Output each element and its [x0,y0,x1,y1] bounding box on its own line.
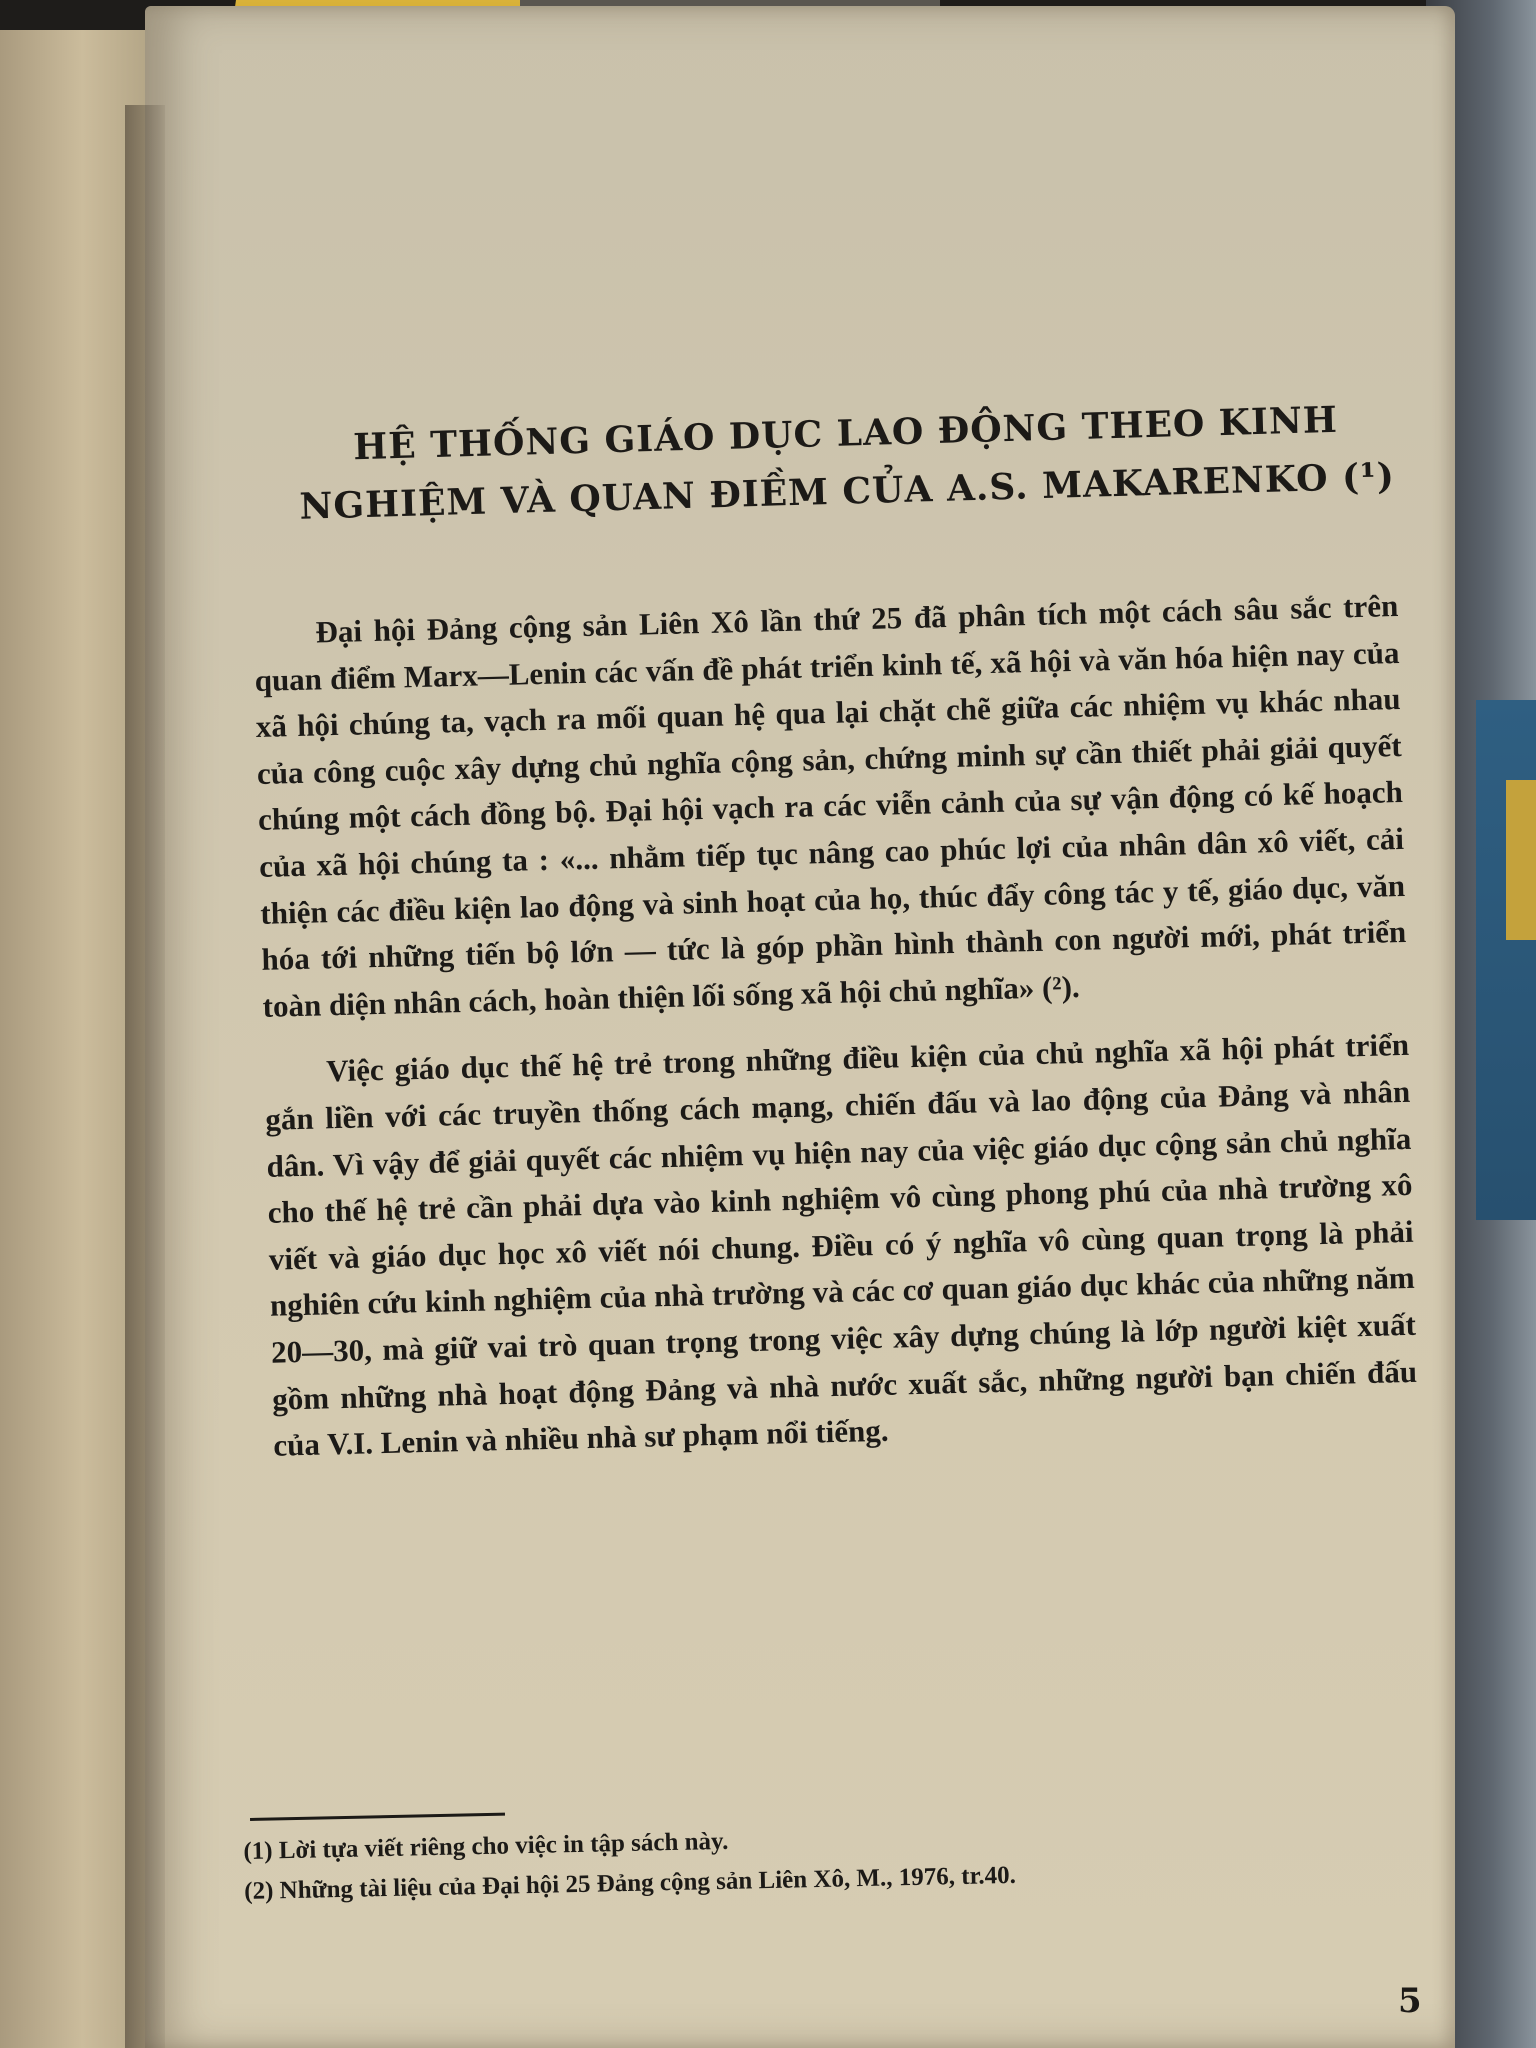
page-number: 5 [1398,1981,1422,2021]
background-blue-binder [1476,700,1536,1220]
paragraph-2: Việc giáo dục thế hệ trẻ trong những điều kiện của chủ nghĩa xã hội phát triển gắn liền với các truyền thống cách mạng, chiến đấu và lao động của Đảng và nhân dân. Vì vậy để giải quyết các nhiệm vụ hiện nay của việc giáo dục cộng sản chủ nghĩa cho thế hệ trẻ cần phải dựa vào kinh nghiệm vô cùng phong phú của nhà trường xô viết và giáo dục học xô viết nói chung. Điều có ý nghĩa vô cùng quan trọng là phải nghiên cứu kinh nghiệm của nhà trường và các cơ quan giáo dục khác của những năm 20—30, mà giữ vai trò quan trọng trong việc xây dựng chúng là lớp người kiệt xuất gồm những nhà hoạt động Đảng và nhà nước xuất sắc, những người bạn chiến đấu của V.I. Lenin và nhiều nhà sư phạm nổi tiếng. [264,1027,1418,1463]
body-text [253,583,1419,1469]
footnote-1: (1) Lời tựa viết riêng cho việc in tập sách này. [243,1827,729,1865]
chapter-title-line-2: NGHIỆM VÀ QUAN ĐIỀM CỦA A.S. MAKARENKO (¹) [298,455,1396,528]
page-gutter-shadow [125,105,165,2048]
footnotes [243,1807,1414,1911]
background-yellow-binder [1506,780,1536,940]
footnote-2: (2) Những tài liệu của Đại hội 25 Đảng cộng sản Liên Xô, M., 1976, tr.40. [243,1861,1017,1905]
book-page [145,6,1455,2048]
chapter-title-line-1: HỆ THỐNG GIÁO DỤC LAO ĐỘNG THEO KINH [352,398,1339,469]
footnote-divider [250,1813,505,1821]
chapter-title [255,388,1438,537]
paragraph-1: Đại hội Đảng cộng sản Liên Xô lần thứ 25 đã phân tích một cách sâu sắc trên quan điểm Marx—Lenin các vấn đề phát triển kinh tế, xã hội và văn hóa hiện nay của xã hội chúng ta, vạch ra mối quan hệ qua lại chặt chẽ giữa các nhiệm vụ khác nhau của công cuộc xây dựng chủ nghĩa cộng sản, chứng minh sự cần thiết phải giải quyết chúng một cách đồng bộ. Đại hội vạch ra các viễn cảnh của sự vận động có kế hoạch của xã hội chúng ta : «... nhằm tiếp tục nâng cao phúc lợi của nhân dân xô viết, cải thiện các điều kiện lao động và sinh hoạt của họ, thúc đẩy công tác y tế, giáo dục, văn hóa tới những tiến bộ lớn — tức là góp phần hình thành con người mới, phát triển toàn diện nhân cách, hoàn thiện lối sống xã hội chủ nghĩa» (²). [254,588,1407,1024]
